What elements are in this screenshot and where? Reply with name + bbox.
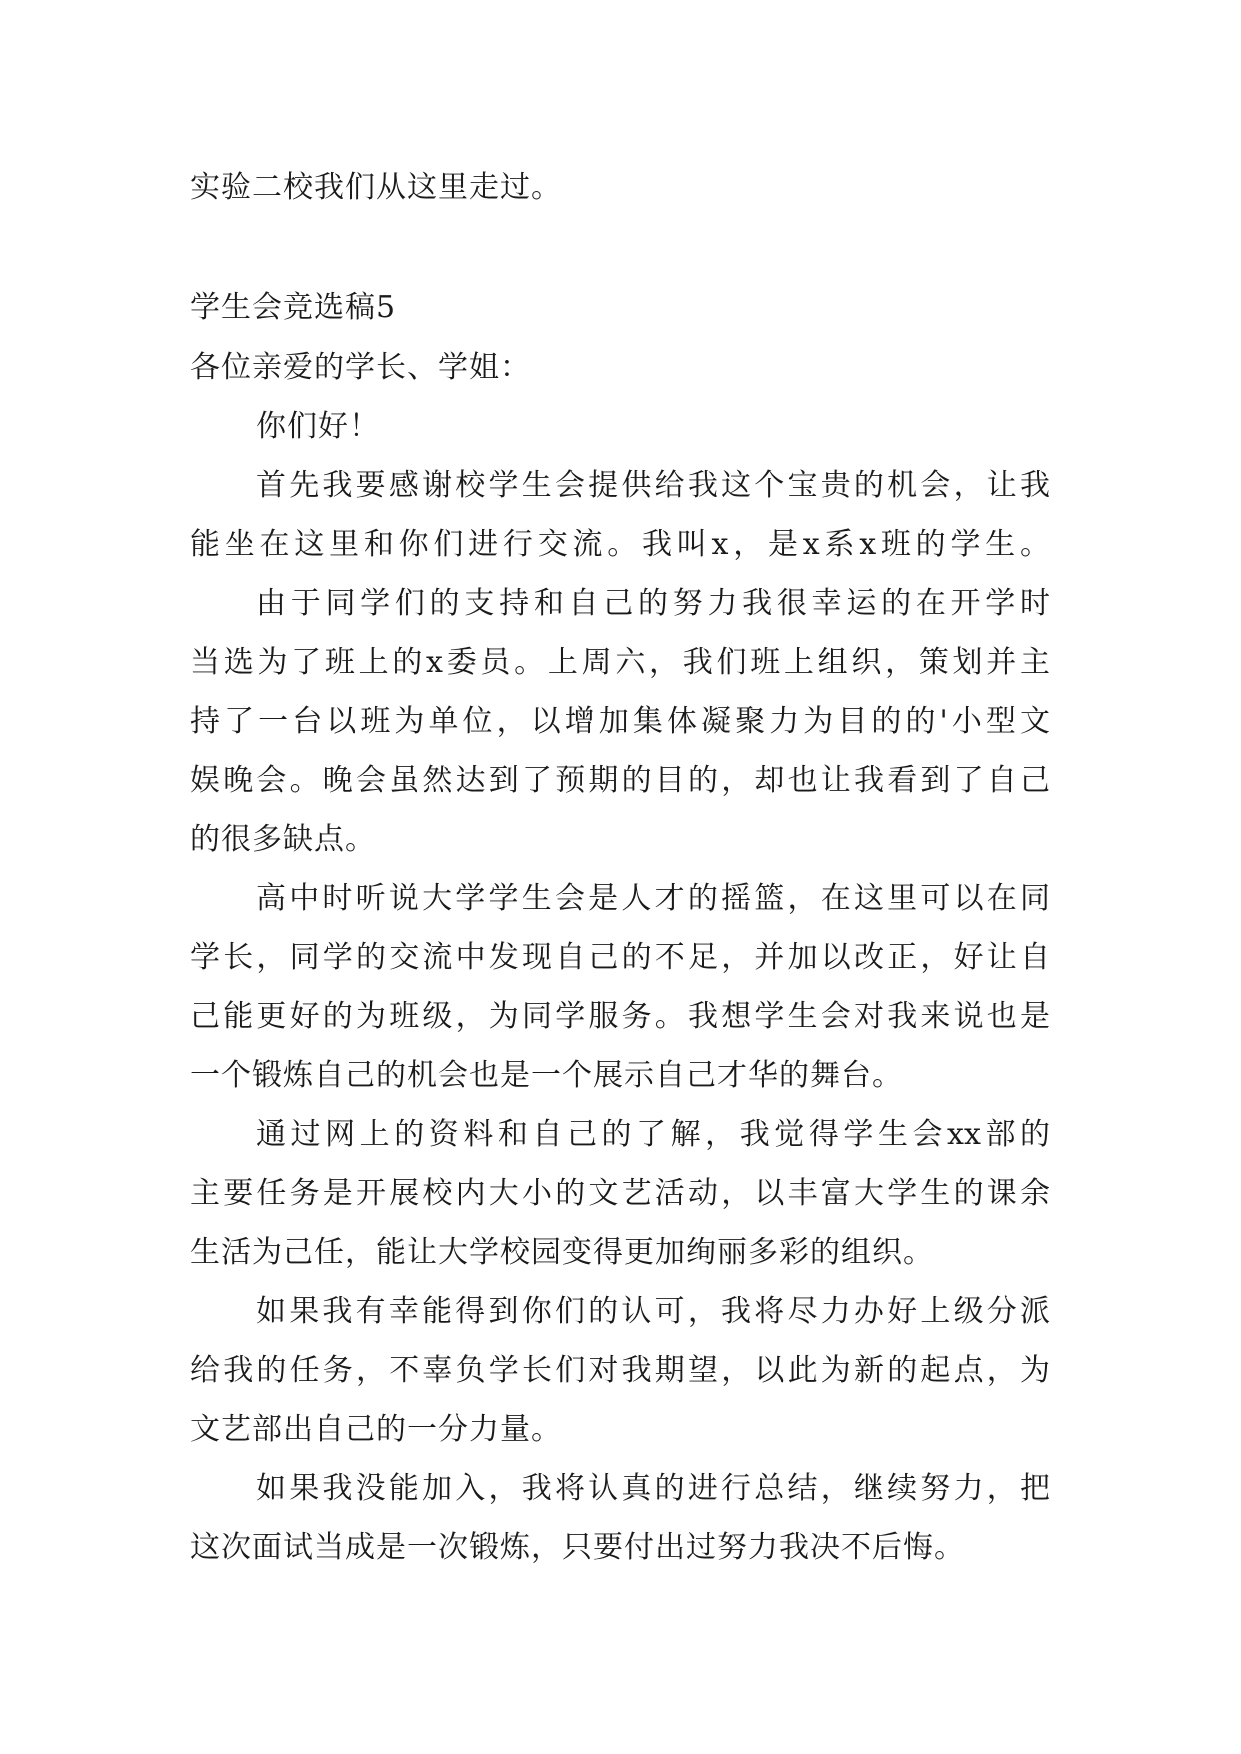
text-line: 当选为了班上的x委员。上周六，我们班上组织，策划并主 bbox=[190, 645, 1050, 680]
text-line: 如果我有幸能得到你们的认可，我将尽力办好上级分派 bbox=[256, 1294, 1050, 1329]
text-line: 文艺部出自己的一分力量。 bbox=[190, 1412, 562, 1447]
text-line: 持了一台以班为单位，以增加集体凝聚力为目的的'小型文 bbox=[190, 704, 1050, 739]
text-line: 的很多缺点。 bbox=[190, 822, 376, 857]
text-line: 首先我要感谢校学生会提供给我这个宝贵的机会，让我 bbox=[256, 468, 1050, 503]
text-line: 由于同学们的支持和自己的努力我很幸运的在开学时 bbox=[256, 586, 1050, 621]
text-line: 给我的任务，不辜负学长们对我期望，以此为新的起点，为 bbox=[190, 1353, 1050, 1388]
text-line: 学长，同学的交流中发现自己的不足，并加以改正，好让自 bbox=[190, 940, 1050, 975]
text-line: 如果我没能加入，我将认真的进行总结，继续努力，把 bbox=[256, 1471, 1050, 1506]
text-line: 主要任务是开展校内大小的文艺活动，以丰富大学生的课余 bbox=[190, 1176, 1050, 1211]
text-line: 高中时听说大学学生会是人才的摇篮，在这里可以在同 bbox=[256, 881, 1050, 916]
text-line: 一个锻炼自己的机会也是一个展示自己才华的舞台。 bbox=[190, 1058, 903, 1093]
text-line: 实验二校我们从这里走过。 bbox=[190, 170, 562, 205]
section-title: 学生会竞选稿5 bbox=[190, 290, 397, 325]
text-line: 娱晚会。晚会虽然达到了预期的目的，却也让我看到了自己 bbox=[190, 763, 1050, 798]
salutation: 各位亲爱的学长、学姐： bbox=[190, 350, 531, 385]
text-line: 能坐在这里和你们进行交流。我叫x，是x系x班的学生。 bbox=[190, 527, 1050, 562]
text-line: 己能更好的为班级，为同学服务。我想学生会对我来说也是 bbox=[190, 999, 1050, 1034]
text-line: 这次面试当成是一次锻炼，只要付出过努力我决不后悔。 bbox=[190, 1530, 965, 1565]
greeting: 你们好！ bbox=[256, 409, 380, 444]
text-line: 生活为己任，能让大学校园变得更加绚丽多彩的组织。 bbox=[190, 1235, 934, 1270]
text-line: 通过网上的资料和自己的了解，我觉得学生会xx部的 bbox=[256, 1117, 1050, 1152]
